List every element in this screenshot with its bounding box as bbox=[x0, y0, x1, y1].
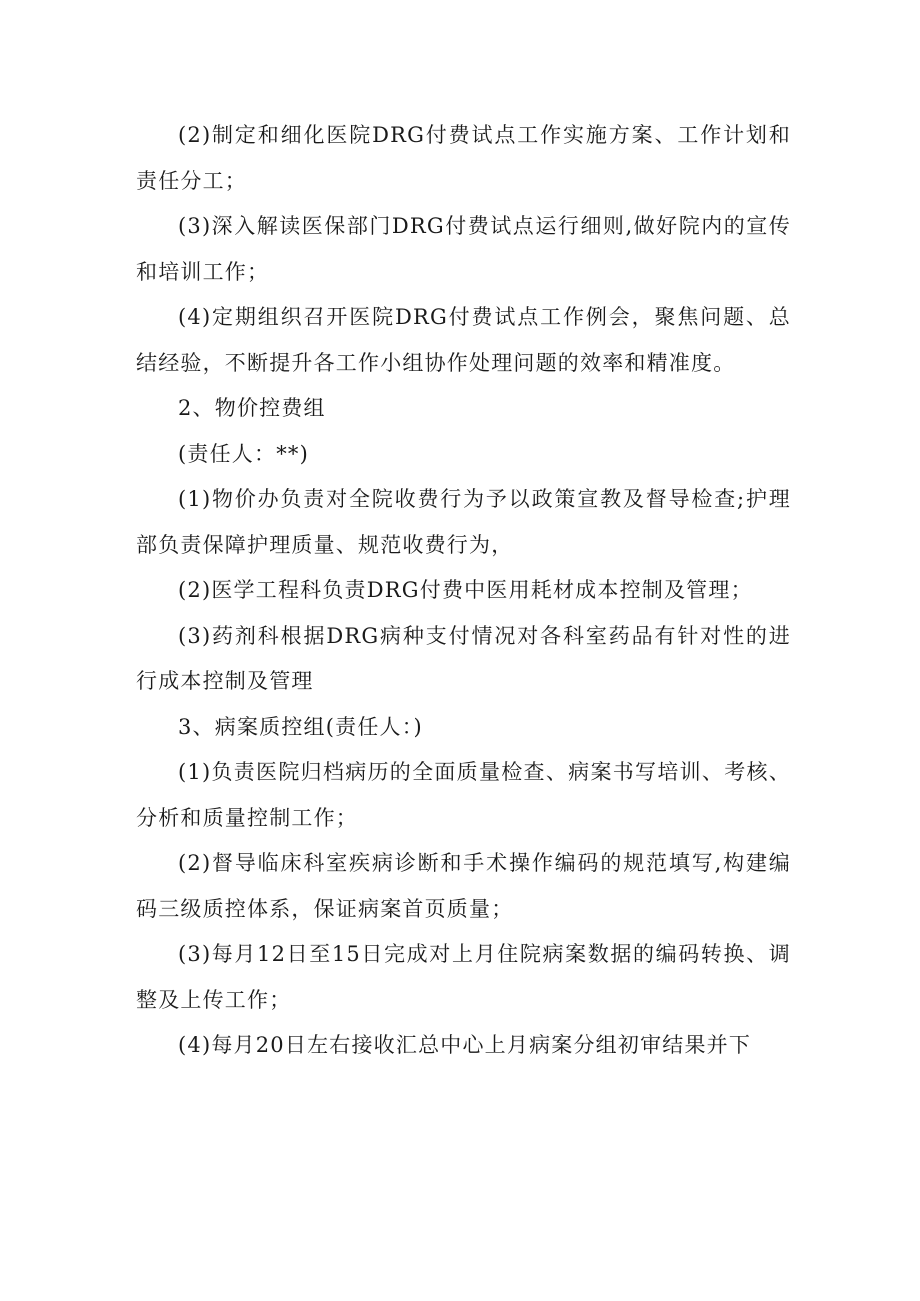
paragraph: (2)制定和细化医院DRG付费试点工作实施方案、工作计划和责任分工； bbox=[136, 123, 791, 193]
paragraph: (3)深入解读医保部门DRG付费试点运行细则,做好院内的宣传和培训工作； bbox=[136, 214, 791, 284]
section-heading: 2、物价控费组 bbox=[178, 396, 326, 420]
paragraph: (4)每月20日左右接收汇总中心上月病案分组初审结果并下 bbox=[178, 1033, 752, 1057]
paragraph: (2)医学工程科负责DRG付费中医用耗材成本控制及管理； bbox=[178, 578, 753, 602]
paragraph: (3)药剂科根据DRG病种支付情况对各科室药品有针对性的进行成本控制及管理 bbox=[136, 623, 791, 693]
document-body bbox=[136, 113, 791, 1069]
section-heading: 3、病案质控组(责任人：) bbox=[178, 714, 423, 739]
paragraph: (1)负责医院归档病历的全面质量检查、病案书写培训、考核、分析和质量控制工作； bbox=[136, 760, 791, 830]
paragraph: (3)每月12日至15日完成对上月住院病案数据的编码转换、调整及上传工作； bbox=[136, 942, 791, 1012]
paragraph: (4)定期组织召开医院DRG付费试点工作例会，聚焦问题、总结经验，不断提升各工作小组协作处理问题的效率和精准度。 bbox=[136, 305, 791, 375]
paragraph: (1)物价办负责对全院收费行为予以政策宣教及督导检查;护理部负责保障护理质量、规范收费行为， bbox=[136, 487, 791, 557]
responsible-person: (责任人：**) bbox=[178, 441, 309, 466]
paragraph: (2)督导临床科室疾病诊断和手术操作编码的规范填写,构建编码三级质控体系，保证病案首页质量； bbox=[136, 851, 791, 921]
